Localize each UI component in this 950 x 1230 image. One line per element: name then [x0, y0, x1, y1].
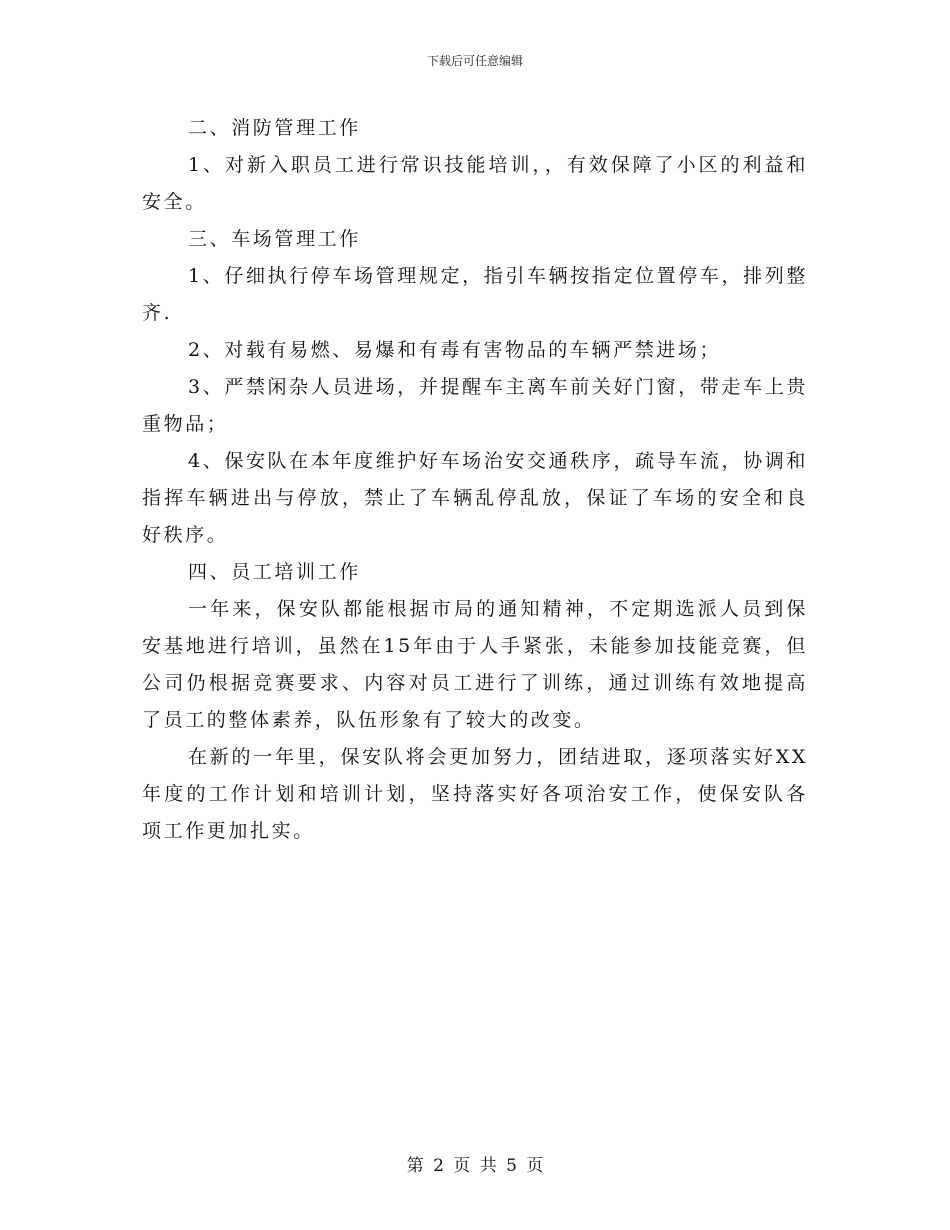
paragraph: 3、严禁闲杂人员进场，并提醒车主离车前关好门窗，带走车上贵重物品；: [142, 376, 808, 435]
section-heading-parking: 三、车场管理工作: [188, 228, 361, 250]
header-note: 下载后可任意编辑: [426, 54, 523, 68]
paragraph: 一年来，保安队都能根据市局的通知精神，不定期选派人员到保安基地进行培训，虽然在15年由于人手紧张，未能参加技能竞赛，但公司仍根据竞赛要求、内容对员工进行了训练，通过训练有效地提高了员工的整体素养，队伍形象有了较大的改变。: [142, 598, 808, 731]
section-heading-fire: 二、消防管理工作: [188, 117, 361, 139]
section-heading-training: 四、员工培训工作: [188, 561, 361, 583]
document-body: [142, 110, 808, 850]
paragraph: 1、对新入职员工进行常识技能培训，，有效保障了小区的利益和安全。: [142, 154, 808, 213]
paragraph: 1、仔细执行停车场管理规定，指引车辆按指定位置停车，排列整齐.: [142, 265, 808, 324]
page-number: 第 2 页 共 5 页: [406, 1156, 544, 1176]
paragraph: 2、对载有易燃、易爆和有毒有害物品的车辆严禁进场；: [188, 339, 722, 361]
paragraph: 在新的一年里，保安队将会更加努力，团结进取，逐项落实好XX年度的工作计划和培训计划，坚持落实好各项治安工作，使保安队各项工作更加扎实。: [142, 746, 808, 842]
paragraph: 4、保安队在本年度维护好车场治安交通秩序，疏导车流，协调和指挥车辆进出与停放，禁止了车辆乱停乱放，保证了车场的安全和良好秩序。: [142, 450, 808, 546]
